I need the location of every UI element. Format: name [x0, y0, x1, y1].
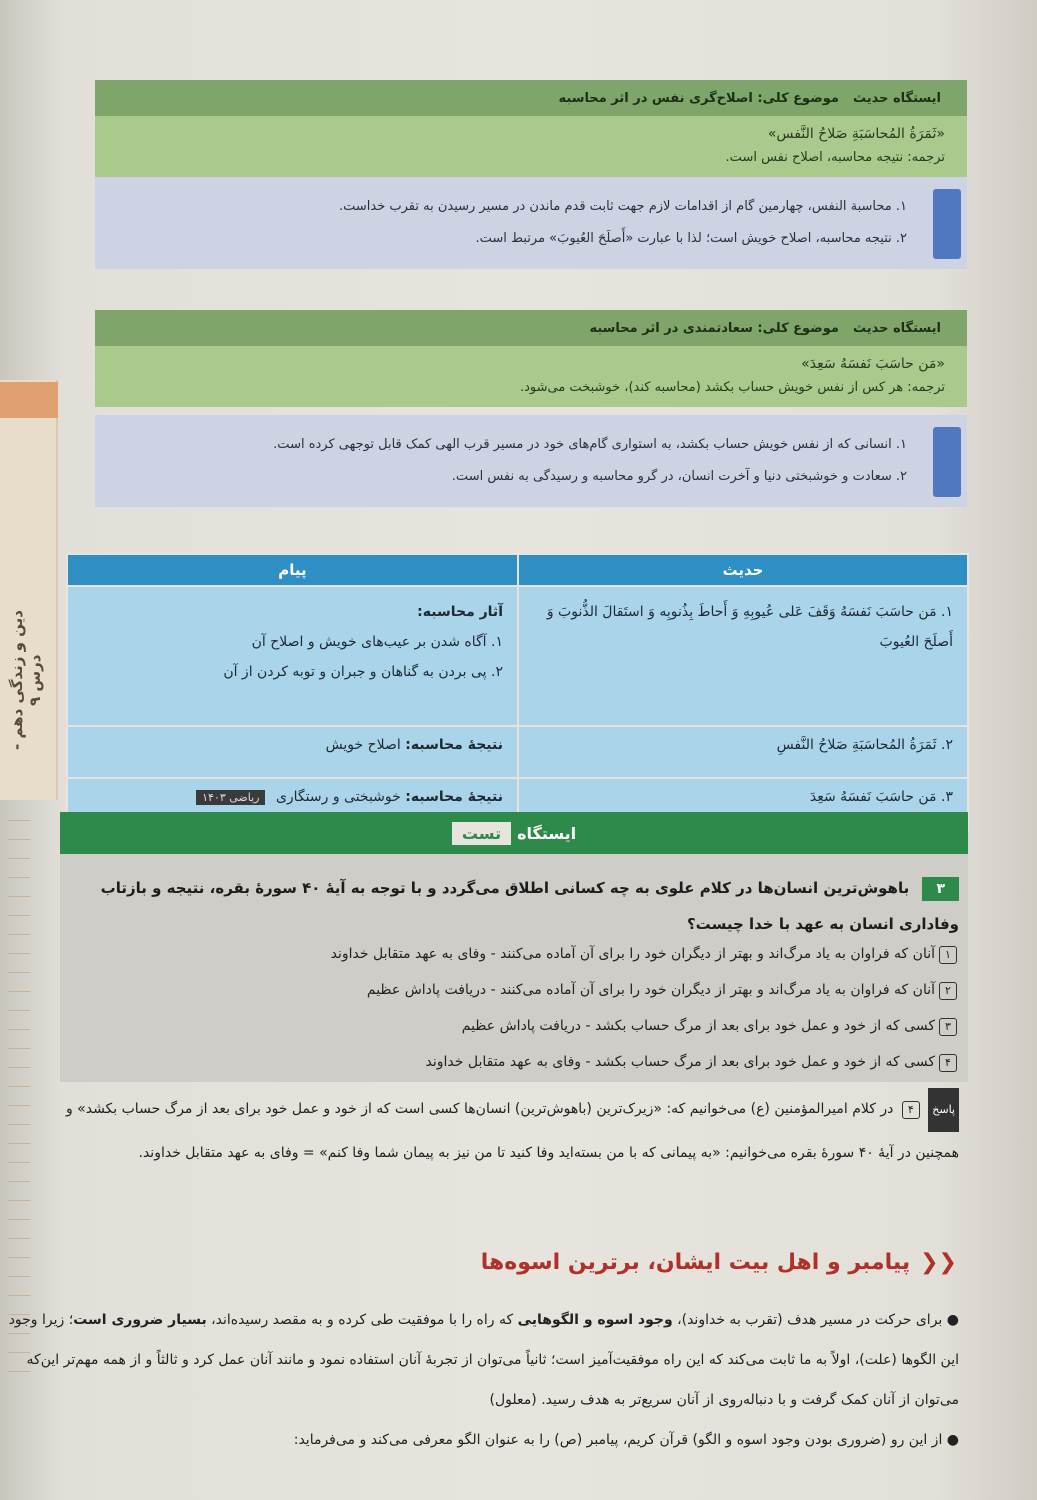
- station-header: [95, 310, 967, 346]
- station-topic: موضوع کلی: اصلاح‌گری نفس در اثر محاسبه: [558, 90, 839, 106]
- option-text: کسی که از خود و عمل خود برای بعد از مرگ حساب بکشد - دریافت پاداش عظیم: [461, 1018, 935, 1034]
- text-run-bold: بسیار ضروری است: [73, 1312, 207, 1328]
- text-run: که راه را با موفقیت طی کرده و به مقصد رسیده‌اند،: [206, 1312, 518, 1328]
- paragraph: [0, 1420, 959, 1460]
- message-line: ۲. پی بردن به گناهان و جبران و توبه کردن از آن: [223, 664, 503, 680]
- message-badge-icon: [933, 189, 961, 259]
- message-line: ۱. محاسبة النفس، چهارمین گام از اقدامات لازم جهت ثابت قدم ماندن در مسیر رسیدن به تقرب خداست.: [338, 199, 907, 214]
- station-topic: موضوع کلی: سعادتمندی در اثر محاسبه: [589, 320, 839, 336]
- question-text: باهوش‌ترین انسان‌ها در کلام علوی به چه کسانی اطلاق می‌گردد و با توجه به آیهٔ ۴۰ سورهٔ بقره، نتیجه و بازتاب وفاداری انسان به عهد با خدا چیست؟: [100, 879, 959, 933]
- message-cell: [67, 586, 518, 726]
- option: [107, 936, 957, 972]
- message-box: [95, 177, 967, 269]
- option-text: آنان که فراوان به یاد مرگ‌اند و بهتر از دیگران خود را برای آن آماده می‌کنند - وفای به عهد متقابل خداوند: [330, 946, 935, 962]
- option-text: کسی که از خود و عمل خود برای بعد از مرگ حساب بکشد - وفای به عهد متقابل خداوند: [425, 1054, 935, 1070]
- table-row: [67, 586, 968, 726]
- answer-text: در کلام امیرالمؤمنین (ع) می‌خوانیم که: «زیرک‌ترین (باهوش‌ترین) انسان‌ها کسی است که از خود و عمل خود برای بعد از مرگ حساب بکشد» و همچنین در آیهٔ ۴۰ سورهٔ بقره می‌خوانیم: «به پیمانی که با من بسته‌اید وفا کنید تا من نیز به پیمان شما وفا کنم» = وفای به عهد متقابل خداوند.: [65, 1101, 959, 1161]
- table-header-hadith: حدیث: [518, 554, 968, 586]
- hadith-translation: ترجمه: هر کس از نفس خویش حساب بکشد (محاسبه کند)، خوشبخت می‌شود.: [95, 376, 967, 407]
- section-title-text: پیامبر و اهل بیت ایشان، برترین اسوه‌ها: [480, 1250, 911, 1275]
- bullet-icon: ●: [946, 1312, 959, 1328]
- hadith-cell: ۲. ثَمَرَةُ المُحاسَبَةِ صَلاحُ النَّفسِ: [518, 726, 968, 778]
- message-badge-icon: [933, 427, 961, 497]
- option-number: ۳: [939, 1018, 957, 1036]
- option: [107, 972, 957, 1008]
- question-number: ۳: [922, 877, 959, 901]
- text-run: برای حرکت در مسیر هدف (تقرب به خداوند)،: [672, 1312, 943, 1328]
- message-cell: [67, 726, 518, 778]
- message-line: ۱. آگاه شدن بر عیب‌های خویش و اصلاح آن: [251, 634, 503, 650]
- chevron-left-icon: ❮❮: [920, 1250, 957, 1275]
- text-run: از این رو (ضروری بودن وجود اسوه و الگو) قرآن کریم، پیامبر (ص) را به عنوان الگو معرفی می‌کند و می‌فرماید:: [293, 1432, 943, 1448]
- answer-number: ۴: [902, 1101, 920, 1119]
- message-line: خوشبختی و رستگاری: [275, 789, 401, 805]
- option: [107, 1008, 957, 1044]
- answer-label: پاسخ: [928, 1088, 959, 1132]
- option-number: ۲: [939, 982, 957, 1000]
- station-label: ایستگاه حدیث: [852, 320, 941, 336]
- question: [59, 870, 959, 942]
- hadith-translation: ترجمه: نتیجه محاسبه، اصلاح نفس است.: [95, 146, 967, 177]
- table-header-message: پیام: [67, 554, 518, 586]
- hadith-message-table: [66, 553, 969, 831]
- table-row: [67, 726, 968, 778]
- spine-tab: [0, 382, 58, 418]
- text-run-bold: وجود اسوه و الگوهایی: [517, 1312, 673, 1328]
- spine-lesson-title: دین و زندگی دهم - درس ۹: [8, 610, 44, 750]
- option-number: ۱: [939, 946, 957, 964]
- message-line: ۲. سعادت و خوشبختی دنیا و آخرت انسان، در گرو محاسبه و رسیدگی به نفس است.: [451, 469, 907, 484]
- exam-tag: ریاضی ۱۴۰۳: [196, 790, 265, 805]
- message-title: آثار محاسبه:: [417, 604, 503, 620]
- message-line: اصلاح خویش: [325, 737, 401, 753]
- text-run: ؛ زیرا وجود این الگوها (علت)، اولاً به ما ثابت می‌کند که این راه موفقیت‌آمیز است؛ ثانیاً می‌توان از تجربهٔ آنان استفاده نمود و مانند آنان عمل کرد و ثالثاً و از همه مهم‌تر این‌که می‌توان از آنان کمک گرفت و با دنباله‌روی از آنان سریع‌تر به هدف رسید. (معلول): [8, 1312, 959, 1408]
- message-line: ۱. انسانی که از نفس خویش حساب بکشد، به استواری گام‌های خود در مسیر قرب الهی کمک قابل توجهی کرده است.: [273, 437, 907, 452]
- station-header: [95, 80, 967, 116]
- answer: [59, 1088, 959, 1174]
- hadith-arabic: «مَن حاسَبَ نَفسَهُ سَعِدَ»: [95, 346, 967, 376]
- message-title: نتیجهٔ محاسبه:: [405, 737, 503, 753]
- message-line: ۲. نتیجه محاسبه، اصلاح خویش است؛ لذا با عبارت «أَصلَحَ العُیوبَ» مرتبط است.: [475, 231, 907, 246]
- banner-label-highlight: تست: [452, 822, 511, 845]
- options-list: [107, 936, 957, 1080]
- hadith-cell: ۱. مَن حاسَبَ نَفسَهُ وَقَفَ عَلی عُیوبِهِ وَ أَحاطَ بِذُنوبِه وَ استَقالَ الذُّنوبَ وَ أَصلَحَ العُیوبَ: [518, 586, 968, 726]
- test-station-banner: [60, 812, 968, 854]
- banner-label: ایستگاه: [517, 823, 577, 843]
- station-label: ایستگاه حدیث: [852, 90, 941, 106]
- message-box: [95, 415, 967, 507]
- bullet-icon: ●: [946, 1432, 959, 1448]
- option: [107, 1044, 957, 1080]
- section-title: [481, 1250, 957, 1275]
- option-number: ۴: [939, 1054, 957, 1072]
- section-body: [0, 1300, 959, 1460]
- hadith-station-2: [95, 310, 967, 507]
- hadith-station-1: [95, 80, 967, 269]
- option-text: آنان که فراوان به یاد مرگ‌اند و بهتر از دیگران خود را برای آن آماده می‌کنند - دریافت پاداش عظیم: [366, 982, 935, 998]
- hadith-arabic: «ثَمَرَةُ المُحاسَبَةِ صَلاحُ النَّفس»: [95, 116, 967, 146]
- message-title: نتیجهٔ محاسبه:: [405, 789, 503, 805]
- hadith-cell: ۳. مَن حاسَبَ نَفسَهُ سَعِدَ: [518, 778, 968, 830]
- paragraph: [0, 1300, 959, 1420]
